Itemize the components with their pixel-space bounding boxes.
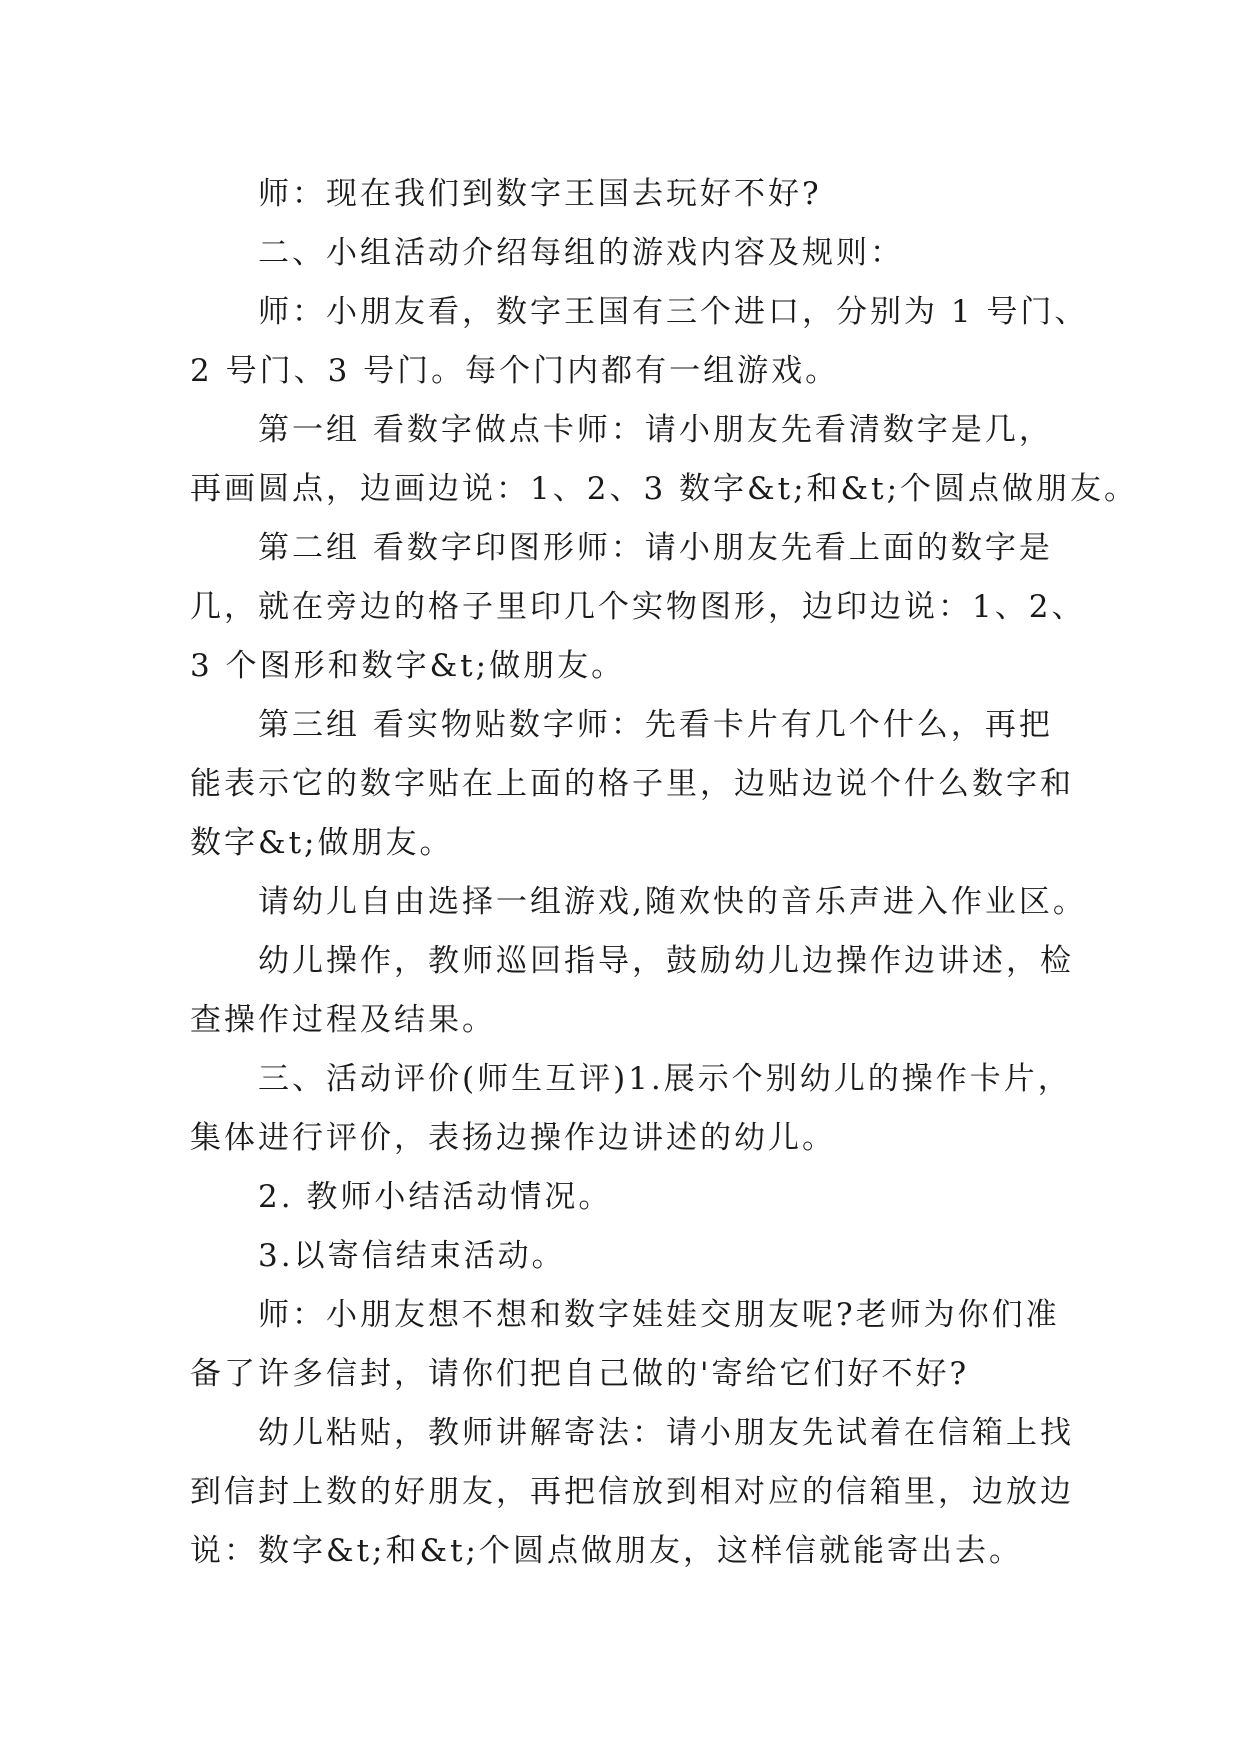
text-line-19: 3.以寄信结束活动。 bbox=[258, 1238, 566, 1274]
text-line-23: 到信封上数的好朋友，再把信放到相对应的信箱里，边放边 bbox=[190, 1474, 1074, 1510]
document-body bbox=[190, 165, 1139, 1581]
text-line-9: 3 个图形和数字&t;做朋友。 bbox=[190, 648, 626, 684]
text-line-12: 数字&t;做朋友。 bbox=[190, 825, 454, 861]
text-line-10: 第三组 看实物贴数字师：先看卡片有几个什么，再把 bbox=[258, 707, 1053, 743]
text-line-18: 2. 教师小结活动情况。 bbox=[258, 1179, 613, 1215]
text-line-11: 能表示它的数字贴在上面的格子里，边贴边说个什么数字和 bbox=[190, 766, 1074, 802]
text-line-20: 师：小朋友想不想和数字娃娃交朋友呢?老师为你们准 bbox=[258, 1297, 1060, 1333]
text-line-24: 说：数字&t;和&t;个圆点做朋友，这样信就能寄出去。 bbox=[190, 1533, 1023, 1569]
text-line-2: 二、小组活动介绍每组的游戏内容及规则： bbox=[258, 235, 904, 271]
text-line-21: 备了许多信封，请你们把自己做的'寄给它们好不好? bbox=[190, 1356, 970, 1392]
text-line-8: 几，就在旁边的格子里印几个实物图形，边印边说：1、2、 bbox=[190, 589, 1086, 625]
text-line-4: 2 号门、3 号门。每个门内都有一组游戏。 bbox=[190, 353, 840, 389]
text-line-17: 集体进行评价，表扬边操作边讲述的幼儿。 bbox=[190, 1120, 836, 1156]
text-line-16: 三、活动评价(师生互评)1.展示个别幼儿的操作卡片， bbox=[258, 1061, 1072, 1097]
text-line-22: 幼儿粘贴，教师讲解寄法：请小朋友先试着在信箱上找 bbox=[258, 1415, 1074, 1451]
text-line-6: 再画圆点，边画边说：1、2、3 数字&t;和&t;个圆点做朋友。 bbox=[190, 471, 1139, 507]
text-line-7: 第二组 看数字印图形师：请小朋友先看上面的数字是 bbox=[258, 530, 1053, 566]
text-line-3: 师：小朋友看，数字王国有三个进口，分别为 1 号门、 bbox=[258, 294, 1089, 330]
text-line-5: 第一组 看数字做点卡师：请小朋友先看清数字是几， bbox=[258, 412, 1053, 448]
text-line-15: 查操作过程及结果。 bbox=[190, 1002, 496, 1038]
text-line-14: 幼儿操作，教师巡回指导，鼓励幼儿边操作边讲述，检 bbox=[258, 943, 1074, 979]
text-line-13: 请幼儿自由选择一组游戏,随欢快的音乐声进入作业区。 bbox=[258, 884, 1087, 920]
text-line-1: 师：现在我们到数字王国去玩好不好? bbox=[258, 176, 822, 212]
